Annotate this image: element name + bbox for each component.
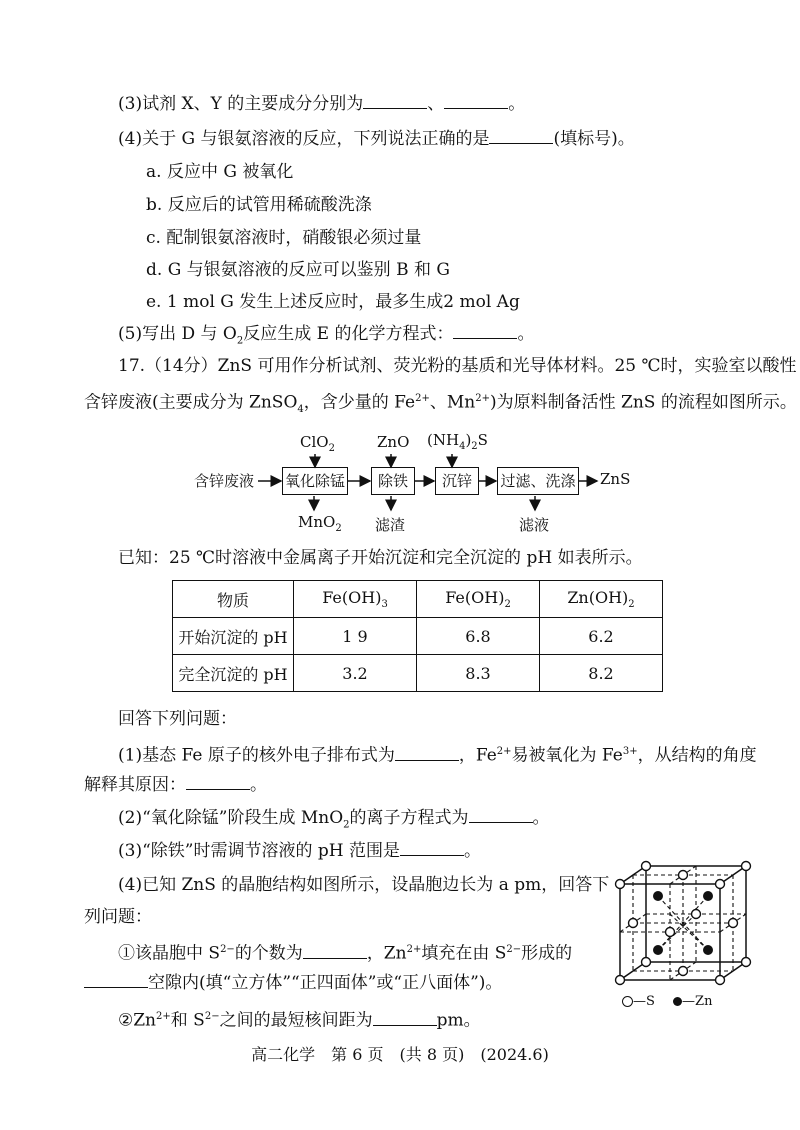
answer-blank[interactable]	[444, 92, 508, 109]
s-atom	[742, 958, 751, 967]
flow-output-residue: 滤渣	[375, 516, 406, 534]
table-cell: 完全沉淀的 pH	[173, 655, 294, 692]
q17-sub2: (2)“氧化除锰”阶段生成 MnO$_2$的离子方程式为 。	[118, 808, 550, 831]
flow-step-filter-wash: 过滤、洗涤	[497, 467, 579, 495]
q16-part3: (3)试剂 X、Y 的主要成分分别为 、 。	[118, 94, 526, 114]
zn-atom	[653, 891, 663, 901]
flow-output-filtrate: 滤液	[519, 516, 550, 534]
option-b: b. 反应后的试管用稀硫酸洗涤	[146, 195, 372, 215]
s-atom	[616, 880, 625, 889]
table-header-row	[173, 581, 663, 618]
s-atom	[679, 967, 688, 976]
answer-blank[interactable]	[303, 942, 367, 959]
table-header: $Fe(OH)_2$	[417, 581, 540, 618]
option-c: c. 配制银氨溶液时，硝酸银必须过量	[146, 228, 422, 248]
legend-s-icon	[622, 996, 633, 1007]
q17-sub4-line1: (4)已知 ZnS 的晶胞结构如图所示，设晶胞边长为 a pm，回答下	[118, 875, 610, 895]
s-atom	[666, 928, 675, 937]
answer-blank[interactable]	[186, 773, 250, 790]
table-cell: 6.2	[540, 618, 663, 655]
q16-part5: (5)写出 D 与 $O_2$反应生成 E 的化学方程式： 。	[118, 324, 535, 347]
flow-step-remove-iron: 除铁	[371, 467, 415, 495]
flow-start: 含锌废液	[194, 472, 255, 490]
q17-sub4-part2: $②Zn^{2+}$和 $S^{2-}$之间的最短核间距为 pm。	[118, 1010, 481, 1031]
s-atom	[642, 862, 651, 871]
legend-zn-icon	[673, 997, 682, 1006]
q16-part4: (4)关于 G 与银氨溶液的反应，下列说法正确的是 (填标号)。	[118, 129, 635, 149]
q17-sub4-part1-line1: ①该晶胞中 $S^{2-}$的个数为 ，$Zn^{2+}$填充在由 $S^{2-}$形成的	[118, 943, 573, 964]
option-a: a. 反应中 G 被氧化	[146, 162, 294, 182]
s-atom	[716, 976, 725, 985]
option-d: d. G 与银氨溶液的反应可以鉴别 B 和 G	[146, 260, 450, 280]
q17-sub4-part1-line2: 空隙内(填“立方体”“正四面体”或“正八面体”)。	[84, 971, 502, 995]
table-cell: 1 9	[294, 618, 417, 655]
flow-step-precipitate-zinc: 沉锌	[435, 467, 479, 495]
zn-atom	[653, 945, 663, 955]
flow-output-mno2: MnO$_2$	[298, 513, 342, 534]
q17-sub3: (3)“除铁”时需调节溶液的 pH 范围是 。	[118, 841, 481, 861]
table-cell: 8.3	[417, 655, 540, 692]
table-row	[173, 655, 663, 692]
s-atom	[679, 871, 688, 880]
s-atom	[729, 919, 738, 928]
zns-unit-cell-figure	[608, 858, 758, 990]
answer-blank[interactable]	[395, 744, 459, 761]
s-atom	[642, 958, 651, 967]
q17-sub1-line2: 解释其原因： 。	[84, 775, 267, 795]
page-footer: 高二化学 第 6 页 (共 8 页) (2024.6)	[251, 1045, 549, 1064]
answer-prompt: 回答下列问题：	[118, 709, 237, 729]
q17-sub1-line1: (1)基态 Fe 原子的核外电子排布式为 ，$Fe^{2+}$易被氧化为 $Fe^{3+}$，从结构的角度	[118, 745, 757, 766]
table-header: $Fe(OH)_3$	[294, 581, 417, 618]
figure-legend: —S —Zn	[622, 990, 712, 1014]
option-e: e. 1 mol G 发生上述反应时，最多生成2 mol Ag	[146, 292, 520, 312]
table-cell: 6.8	[417, 618, 540, 655]
table-row	[173, 618, 663, 655]
table-cell: 8.2	[540, 655, 663, 692]
q17-intro-line2: 含锌废液(主要成分为 ZnSO$_4$，含少量的 $Fe^{2+}$、$Mn^{2+}$)为原料制备活性 ZnS 的流程如图所示。	[84, 392, 797, 416]
flow-input-clo2: ClO$_2$	[300, 433, 335, 454]
s-atom	[629, 919, 638, 928]
table-header: 物质	[173, 581, 294, 618]
answer-blank[interactable]	[453, 322, 517, 339]
table-header: $Zn(OH)_2$	[540, 581, 663, 618]
s-atom	[742, 862, 751, 871]
flow-step-oxidize: 氧化除锰	[282, 467, 348, 495]
table-cell: 3.2	[294, 655, 417, 692]
s-atom	[716, 880, 725, 889]
s-atom	[692, 910, 701, 919]
ph-table	[172, 580, 663, 692]
s-atom	[616, 976, 625, 985]
answer-blank[interactable]	[363, 92, 427, 109]
q17-intro-line1: 17.（14分）ZnS 可用作分析试剂、荧光粉的基质和光导体材料。25 ℃时，实验室以酸性	[118, 356, 797, 376]
answer-blank[interactable]	[400, 839, 464, 856]
answer-blank[interactable]	[373, 1009, 437, 1026]
zn-atom	[703, 891, 713, 901]
answer-blank[interactable]	[489, 127, 553, 144]
answer-blank[interactable]	[84, 971, 148, 988]
known-statement: 已知：25 ℃时溶液中金属离子开始沉淀和完全沉淀的 pH 如表所示。	[118, 548, 643, 568]
zn-atom	[703, 945, 713, 955]
answer-blank[interactable]	[469, 806, 533, 823]
flow-input-ammonium-sulfide: $(NH_4)_2S$	[427, 431, 488, 452]
flow-end: ZnS	[600, 470, 631, 488]
flow-input-zno: ZnO	[377, 433, 410, 451]
table-cell: 开始沉淀的 pH	[173, 618, 294, 655]
q17-sub4-line2: 列问题：	[84, 907, 152, 927]
